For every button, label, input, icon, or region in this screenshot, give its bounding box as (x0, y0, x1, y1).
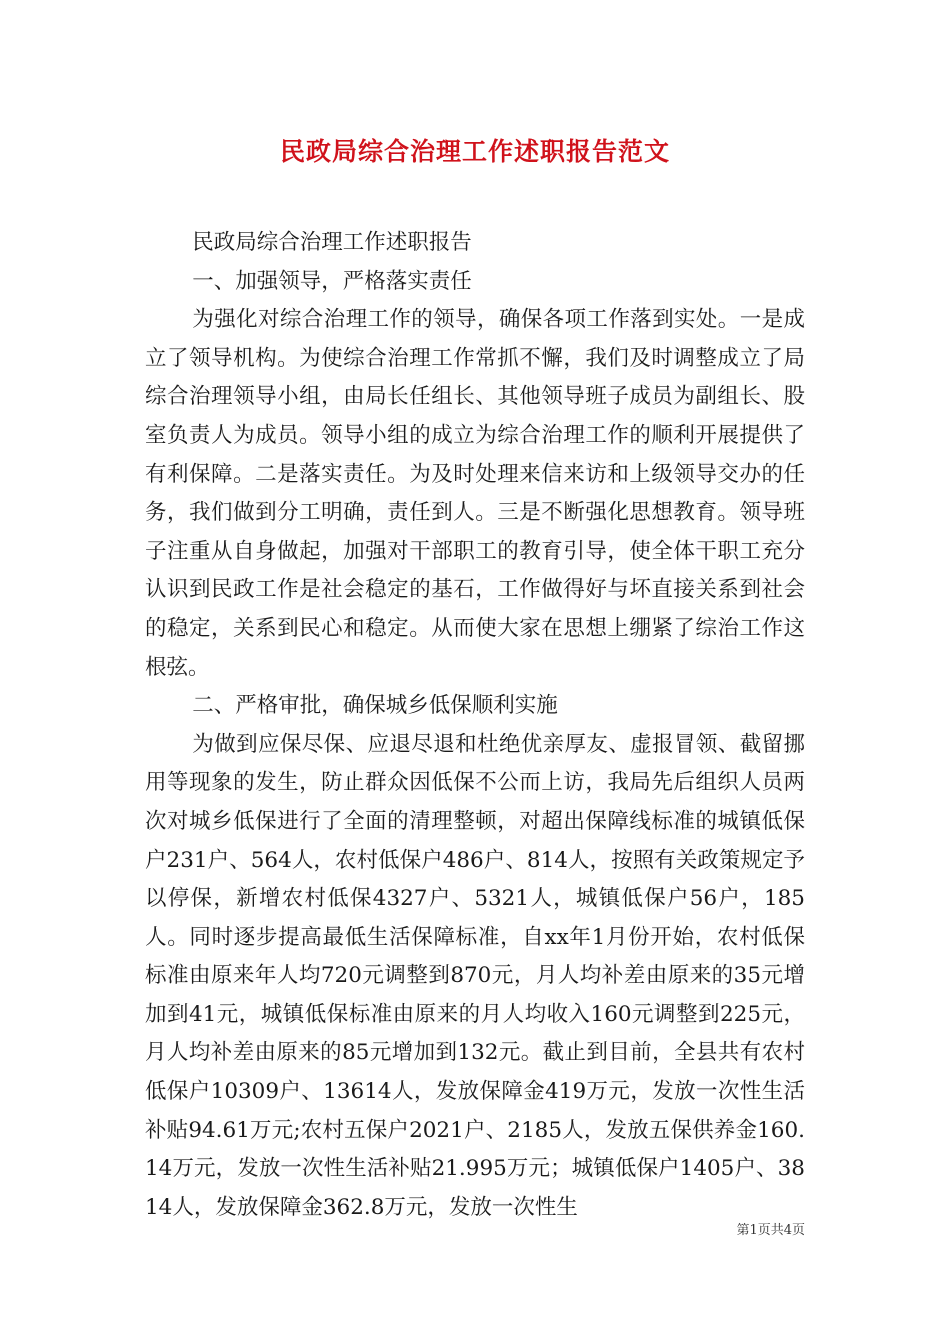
document-title: 民政局综合治理工作述职报告范文 (279, 137, 670, 166)
page-number: 第1页共4页 (736, 1223, 805, 1238)
section-1-paragraph: 为强化对综合治理工作的领导，确保各项工作落到实处。一是成立了领导机构。为使综合治理工作常抓不懈，我们及时调整成立了局综合治理领导小组，由局长任组长、其他领导班子成员为副组长、股室负责人为成员。领导小组的成立为综合治理工作的顺利开展提供了有利保障。二是落实责任。为及时处理来信来访和上级领导交办的任务，我们做到分工明确，责任到人。三是不断强化思想教育。领导班子注重从自身做起，加强对干部职工的教育引导，使全体干职工充分认识到民政工作是社会稳定的基石，工作做得好与坏直接关系到社会的稳定，关系到民心和稳定。从而使大家在思想上绷紧了综治工作这根弦。 (145, 307, 805, 680)
section-heading-1: 一、加强领导，严格落实责任 (192, 268, 472, 294)
section-heading-2: 二、严格审批，确保城乡低保顺利实施 (192, 693, 558, 719)
section-2-paragraph: 为做到应保尽保、应退尽退和杜绝优亲厚友、虚报冒领、截留挪用等现象的发生，防止群众因低保不公而上访，我局先后组织人员两次对城乡低保进行了全面的清理整顿，对超出保障线标准的城镇低保户231户、564人，农村低保户486户、814人，按照有关政策规定予以停保，新增农村低保4327户、5321人，城镇低保户56户，185人。同时逐步提高最低生活保障标准，自xx年1月份开始，农村低保标准由原来年人均720元调整到870元，月人均补差由原来的35元增加到41元，城镇低保标准由原来的月人均收入160元调整到225元，月人均补差由原来的85元增加到132元。截止到目前，全县共有农村低保户10309户、13614人，发放保障金419万元，发放一次性生活补贴94.61万元;农村五保户2021户、2185人，发放五保供养金160.14万元，发放一次性生活补贴21.995万元；城镇低保户1405户、3814人，发放保障金362.8万元，发放一次性生 (145, 731, 805, 1220)
document-body (145, 224, 805, 1227)
report-heading: 民政局综合治理工作述职报告 (192, 230, 472, 255)
